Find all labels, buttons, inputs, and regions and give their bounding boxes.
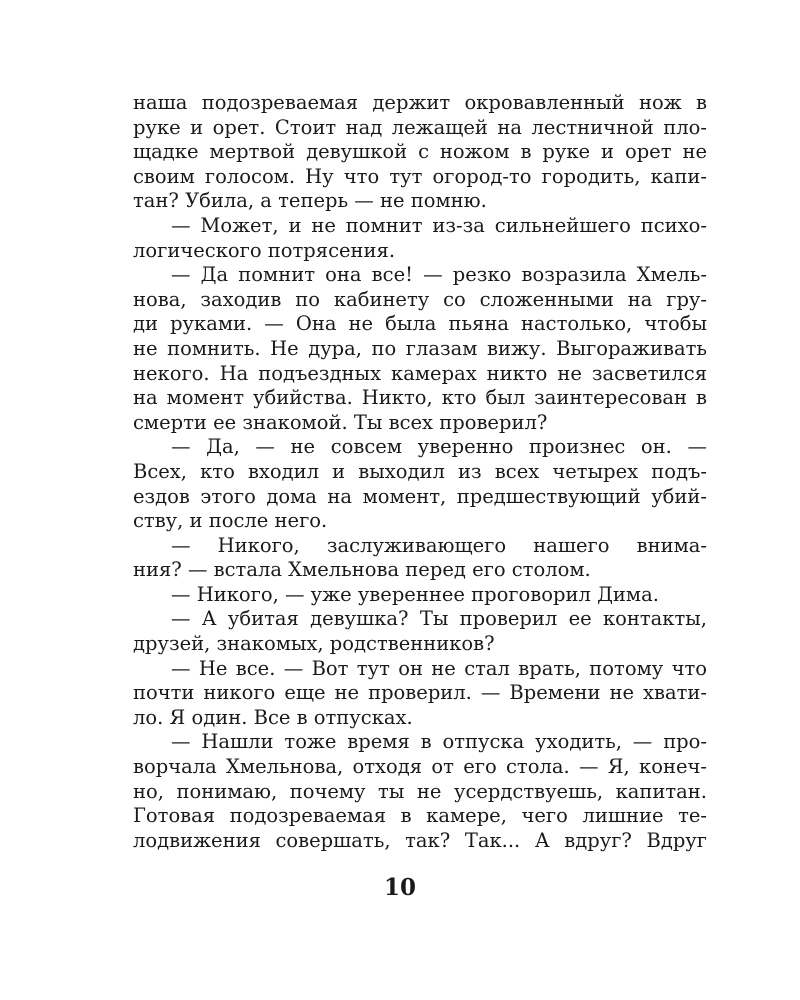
text-line: ворчала Хмельнова, отходя от его стола. — Я, конеч- xyxy=(133,755,707,779)
text-line: своим голосом. Ну что тут огород-то городить, капи- xyxy=(133,164,707,188)
text-line: нова, заходив по кабинету со сложенными на гру- xyxy=(133,287,707,311)
text-line: ди руками. — Она не была пьяна настолько, чтобы xyxy=(133,312,707,336)
text-line: но, понимаю, почему ты не усердствуешь, капитан. xyxy=(133,779,707,803)
text-line: Готовая подозреваемая в камере, чего лишние те- xyxy=(133,804,707,828)
text-line: щадке мертвой девушкой с ножом в руке и орет не xyxy=(133,140,707,164)
text-line: на момент убийства. Никто, кто был заинтересован в xyxy=(133,386,707,410)
text-line: ния? — встала Хмельнова перед его столом. xyxy=(133,558,591,582)
text-line: руке и орет. Стоит над лежащей на лестничной пло- xyxy=(133,115,707,139)
text-line: — Не все. — Вот тут он не стал врать, потому что xyxy=(171,656,707,680)
text-line: не помнить. Не дура, по глазам вижу. Выгораживать xyxy=(133,336,707,360)
text-line: лодвижения совершать, так? Так... А вдруг? Вдруг xyxy=(133,828,707,852)
text-line: — Да, — не совсем уверенно произнес он. — xyxy=(171,435,707,459)
page-number: 10 xyxy=(383,874,416,901)
text-line: тан? Убила, а теперь — не помню. xyxy=(133,189,487,213)
body-text xyxy=(133,91,707,853)
text-line: — Никого, — уже увереннее проговорил Дима. xyxy=(171,582,659,606)
text-line: почти никого еще не проверил. — Времени не хвати- xyxy=(133,681,707,705)
text-line: логического потрясения. xyxy=(133,238,396,262)
text-line: — Никого, заслуживающего нашего внима- xyxy=(171,533,707,557)
text-line: смерти ее знакомой. Ты всех проверил? xyxy=(133,410,548,434)
text-line: ло. Я один. Все в отпусках. xyxy=(133,705,413,729)
text-line: ству, и после него. xyxy=(133,509,328,533)
text-line: Всех, кто входил и выходил из всех четырех подъ- xyxy=(133,459,707,483)
text-line: — Может, и не помнит из-за сильнейшего психо- xyxy=(171,213,707,237)
text-line: наша подозреваемая держит окровавленный нож в xyxy=(133,91,707,114)
text-line: — Да помнит она все! — резко возразила Хмель- xyxy=(171,263,707,287)
text-line: некого. На подъездных камерах никто не засветился xyxy=(133,361,707,385)
text-line: ездов этого дома на момент, предшествующий убий- xyxy=(133,484,707,508)
text-line: — А убитая девушка? Ты проверил ее контакты, xyxy=(171,607,707,631)
text-line: друзей, знакомых, родственников? xyxy=(133,632,495,656)
text-line: — Нашли тоже время в отпуска уходить, — про- xyxy=(171,730,707,754)
